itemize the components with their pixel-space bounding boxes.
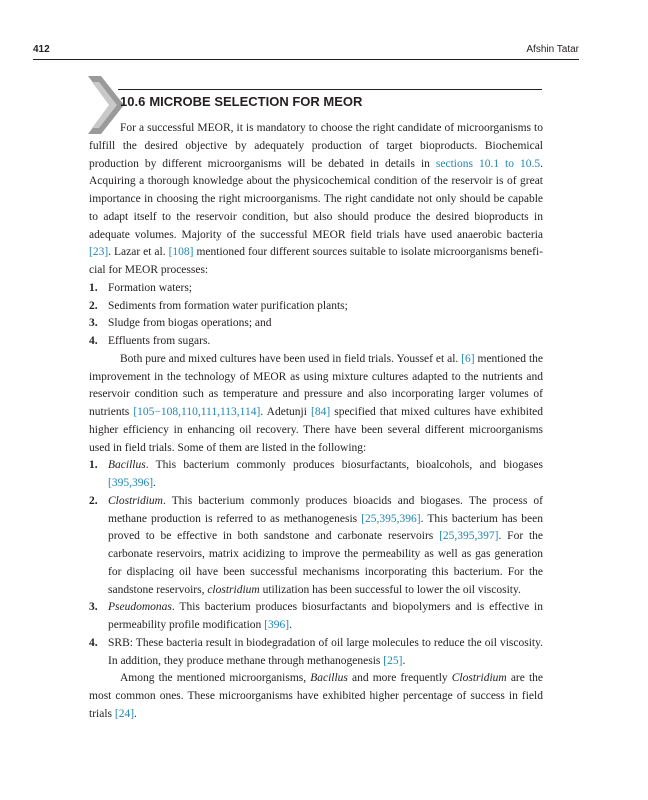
citation-link[interactable]: [25] bbox=[383, 654, 403, 667]
section-rule bbox=[118, 89, 542, 90]
sources-list bbox=[89, 280, 543, 351]
citation-link[interactable]: [24] bbox=[114, 707, 135, 720]
section-number: 10.6 bbox=[120, 94, 146, 109]
citation-link[interactable]: [23] bbox=[89, 246, 109, 259]
paragraph-conclusion: Among the mentioned microorganisms, Bacillus and more frequently Clostridium are the most common ones. These microorganisms have exhibited higher percentage of success in field trials [24]. bbox=[89, 672, 543, 720]
paragraph-cultures: Both pure and mixed cultures have been used in field trials. Youssef et al. [6] mentioned the improvement in the technology of MEOR as using mixture cultures adapted to the nutrients and reservoir condition such as temperature and pressure and also incorporating larger volumes of nutrients [105−108,110,111,113,114]. Adetunji [84] specified that mixed cultures have exhibited higher efficiency in enhancing oil recovery. There have been several different microorganisms used in field trials. Some of them are listed in the following: bbox=[89, 352, 543, 454]
list-item: 1. Formation waters; bbox=[89, 281, 192, 294]
list-item-srb: 4. SRB: These bacteria result in biodegradation of oil large molecules to reduce the oil viscosity. In addition, they produce methane through methanogenesis [25]. bbox=[89, 636, 543, 667]
running-head-author: Afshin Tatar bbox=[526, 44, 579, 55]
section-heading bbox=[120, 94, 362, 110]
running-header bbox=[33, 43, 579, 60]
page-number: 412 bbox=[33, 44, 50, 55]
body-text bbox=[89, 120, 543, 724]
list-item-clostridium: 2. Clostridium. This bacterium commonly produces bioacids and biogases. The process of methane production is referred to as methanogenesis [25,395,396]. This bacterium has been proved to be effective in both sandstone and carbonate reservoirs [25,395,397]. For the carbonate reservoirs, matrix acidizing to improve the permeability as well as gas generation for displacing oil have been successful mechanisms incorporating this bacterium. For the sandstone reservoirs, clostridium utilization has been successful to lower the oil viscosity. bbox=[89, 494, 544, 596]
citation-link[interactable]: [25,395,397] bbox=[439, 530, 499, 543]
list-item: 2. Sediments from formation water purification plants; bbox=[89, 299, 348, 312]
list-item: 3. Sludge from biogas operations; and bbox=[89, 317, 272, 330]
citation-link[interactable]: [6] bbox=[461, 352, 475, 365]
section-title: MICROBE SELECTION FOR MEOR bbox=[149, 94, 363, 109]
citation-link[interactable]: [395,396] bbox=[108, 477, 154, 489]
list-item-pseudomonas: 3. Pseudomonas. This bacterium produces biosurfactants and biopolymers and is effective in permeability profile modification [396]. bbox=[89, 601, 543, 631]
citation-link[interactable]: [396] bbox=[264, 619, 290, 631]
microorganisms-list bbox=[89, 457, 543, 670]
list-item-bacillus: 1. Bacillus. This bacterium commonly produces biosurfactants, bioalcohols, and biogases [395,396]. bbox=[89, 459, 543, 489]
citation-link[interactable]: [105−108,110,111,113,114] bbox=[133, 406, 261, 418]
citation-link[interactable]: [25,395,396] bbox=[361, 512, 421, 525]
citation-link[interactable]: [108] bbox=[168, 246, 194, 259]
paragraph-intro: For a successful MEOR, it is mandatory to choose the right candidate of microorganisms to fulfill the desired objective by adequately production of target bioproducts. Biochemical production by different microorganisms will be debated in details in sections 10.1 to 10.5. Acquiring a thorough knowledge about the physicochemical condition of the reservoir is of great importance in choosing the right microorganisms. The right candidate not only should be capable to adapt itself to the reservoir condition, but also should produce the desired bioproducts in adequate volumes. Majority of the successful MEOR field trials have used anaerobic bacteria [23]. Lazar et al. [108] mentioned four different sources suitable to isolate microorganisms beneficial for MEOR processes: bbox=[89, 122, 544, 276]
cross-reference-link[interactable]: sections 10.1 to 10.5 bbox=[435, 157, 541, 170]
list-item: 4. Effluents from sugars. bbox=[89, 335, 211, 347]
citation-link[interactable]: [84] bbox=[310, 406, 331, 418]
